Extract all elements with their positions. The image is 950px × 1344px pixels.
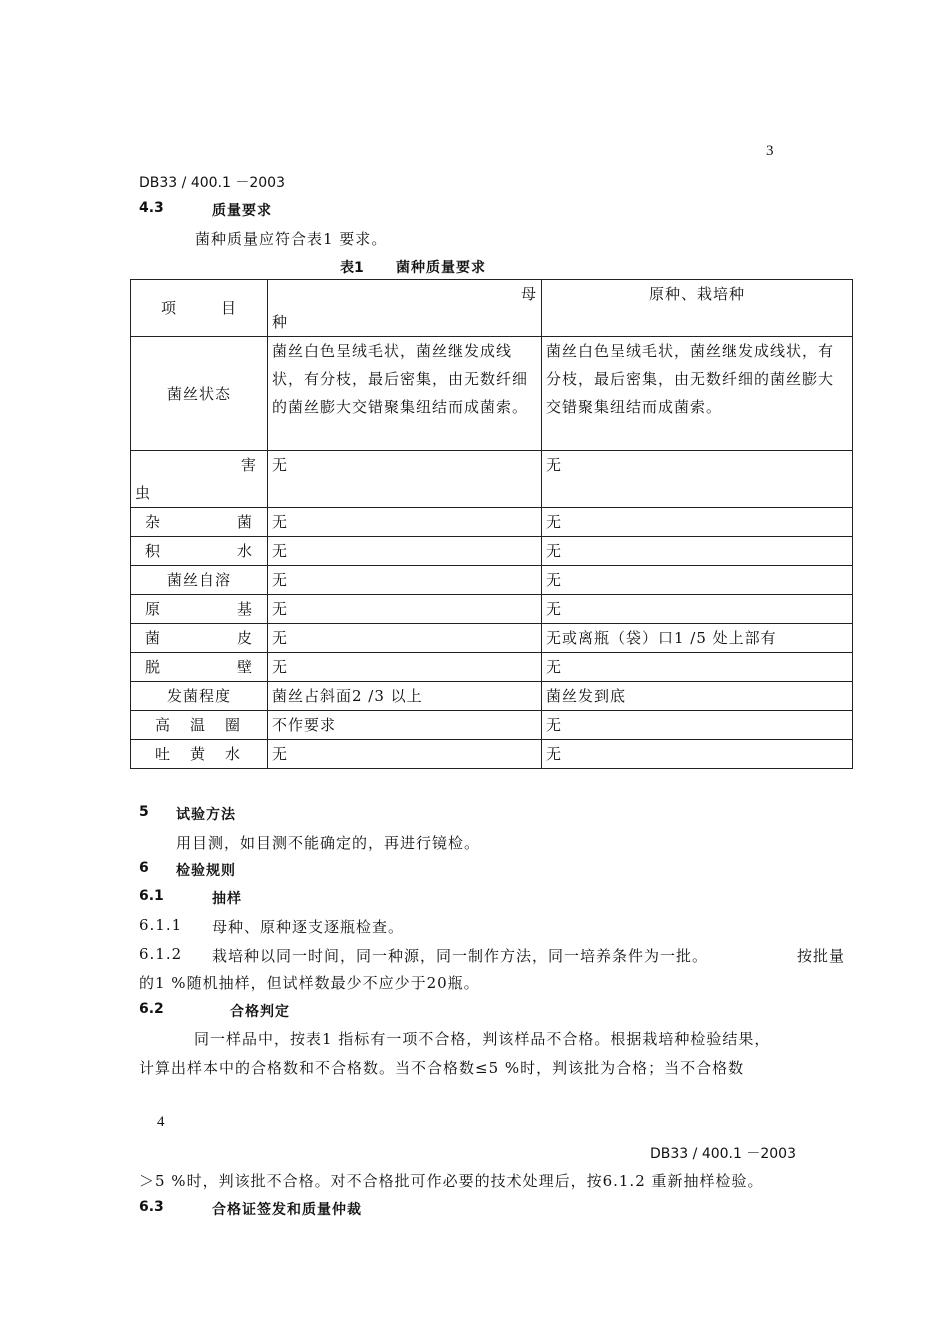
other-value: 菌丝白色呈绒毛状，菌丝继发成线状，有分枝，最后密集，由无数纤细的菌丝膨大交错聚集纽结而成菌索。 bbox=[546, 342, 835, 416]
other-value: 无 bbox=[546, 658, 563, 676]
mother-value: 无 bbox=[272, 745, 289, 763]
item-char: 水 bbox=[236, 542, 253, 560]
mother-cell bbox=[268, 537, 542, 566]
mother-value: 菌丝白色呈绒毛状，菌丝继发成线状，有分枝，最后密集，由无数纤细的菌丝膨大交错聚集纽结而成菌索。 bbox=[272, 342, 529, 416]
item-char: 水 bbox=[224, 745, 241, 763]
header-item-cell bbox=[131, 280, 268, 337]
other-cell bbox=[542, 451, 853, 508]
table-row bbox=[131, 624, 853, 653]
section-number: 5 bbox=[139, 804, 149, 820]
item-char: 原 bbox=[145, 600, 162, 618]
other-cell bbox=[542, 740, 853, 769]
mother-value: 无 bbox=[272, 542, 289, 560]
mother-value: 无 bbox=[272, 456, 289, 474]
table-row bbox=[131, 740, 853, 769]
page-number: 3 bbox=[766, 143, 774, 159]
other-cell bbox=[542, 653, 853, 682]
other-cell bbox=[542, 682, 853, 711]
item-char: 虫 bbox=[135, 484, 152, 502]
table-row bbox=[131, 508, 853, 537]
mother-value: 无 bbox=[272, 571, 289, 589]
item-char: 菌 bbox=[236, 513, 253, 531]
other-value: 无 bbox=[546, 716, 563, 734]
header-mother-char: 母 bbox=[520, 285, 537, 303]
other-cell bbox=[542, 537, 853, 566]
header-mother-cell bbox=[268, 280, 542, 337]
paragraph: 按批量 bbox=[797, 947, 846, 965]
table-row bbox=[131, 653, 853, 682]
item-char: 高 bbox=[155, 716, 172, 734]
item-char: 温 bbox=[189, 716, 206, 734]
paragraph: 母种、原种逐支逐瓶检查。 bbox=[212, 918, 405, 936]
table-row bbox=[131, 711, 853, 740]
item-label: 菌丝自溶 bbox=[166, 571, 231, 589]
other-value: 无 bbox=[546, 456, 563, 474]
item-cell bbox=[131, 624, 268, 653]
mother-value: 无 bbox=[272, 513, 289, 531]
item-cell bbox=[131, 566, 268, 595]
table-row bbox=[131, 451, 853, 508]
mother-cell bbox=[268, 682, 542, 711]
mother-value: 菌丝占斜面2 /3 以上 bbox=[272, 687, 423, 705]
table-row bbox=[131, 337, 853, 451]
other-value: 无 bbox=[546, 600, 563, 618]
mother-cell bbox=[268, 566, 542, 595]
item-char: 吐 bbox=[155, 745, 172, 763]
item-char: 积 bbox=[145, 542, 162, 560]
header-item-char: 项 bbox=[161, 299, 178, 317]
other-cell bbox=[542, 711, 853, 740]
header-mother-char: 种 bbox=[272, 313, 289, 331]
item-char: 壁 bbox=[236, 658, 253, 676]
section-title: 试验方法 bbox=[176, 807, 236, 823]
header-other-cell bbox=[542, 280, 853, 337]
mother-value: 无 bbox=[272, 629, 289, 647]
section-number: 6.1 bbox=[139, 888, 164, 904]
section-title: 合格判定 bbox=[230, 1004, 290, 1020]
item-cell bbox=[131, 508, 268, 537]
paragraph: 同一样品中，按表1 指标有一项不合格，判该样品不合格。根据栽培种检验结果， bbox=[194, 1030, 771, 1048]
table-header-row bbox=[131, 280, 853, 337]
item-cell bbox=[131, 537, 268, 566]
paragraph: ＞5 %时，判该批不合格。对不合格批可作必要的技术处理后，按6.1.2 重新抽样检验。 bbox=[139, 1172, 764, 1190]
item-label: 菌丝状态 bbox=[166, 384, 231, 403]
paragraph: 计算出样本中的合格数和不合格数。当不合格数≤5 %时，判该批为合格；当不合格数 bbox=[139, 1059, 745, 1077]
other-cell bbox=[542, 624, 853, 653]
standard-code: DB33 / 400.1 －2003 bbox=[650, 1146, 796, 1162]
mother-cell bbox=[268, 740, 542, 769]
item-char: 基 bbox=[236, 600, 253, 618]
mother-cell bbox=[268, 624, 542, 653]
mother-value: 无 bbox=[272, 600, 289, 618]
item-cell bbox=[131, 682, 268, 711]
standard-code: DB33 / 400.1 －2003 bbox=[139, 175, 285, 191]
other-value: 无或离瓶（袋）口1 /5 处上部有 bbox=[546, 629, 777, 647]
other-cell bbox=[542, 508, 853, 537]
item-cell bbox=[131, 653, 268, 682]
header-item-char: 目 bbox=[220, 299, 237, 317]
item-char: 害 bbox=[240, 456, 257, 474]
section-title: 检验规则 bbox=[176, 863, 236, 879]
item-cell bbox=[131, 740, 268, 769]
paragraph: 菌种质量应符合表1 要求。 bbox=[195, 230, 388, 248]
table-row bbox=[131, 566, 853, 595]
item-cell bbox=[131, 337, 268, 451]
section-title: 质量要求 bbox=[212, 203, 272, 219]
other-value: 菌丝发到底 bbox=[546, 687, 627, 705]
clause-number: 6.1.1 bbox=[139, 916, 183, 934]
mother-cell bbox=[268, 508, 542, 537]
item-label: 发菌程度 bbox=[166, 687, 231, 705]
item-cell bbox=[131, 595, 268, 624]
item-char: 菌 bbox=[145, 629, 162, 647]
section-number: 6 bbox=[139, 860, 149, 876]
other-value: 无 bbox=[546, 571, 563, 589]
mother-cell bbox=[268, 595, 542, 624]
section-title: 抽样 bbox=[212, 891, 242, 907]
mother-value: 不作要求 bbox=[272, 716, 337, 734]
quality-table bbox=[130, 279, 853, 769]
mother-cell bbox=[268, 451, 542, 508]
item-char: 杂 bbox=[145, 513, 162, 531]
other-value: 无 bbox=[546, 513, 563, 531]
item-cell bbox=[131, 451, 268, 508]
table-row bbox=[131, 537, 853, 566]
other-value: 无 bbox=[546, 542, 563, 560]
section-number: 4.3 bbox=[139, 200, 164, 216]
mother-cell bbox=[268, 337, 542, 451]
paragraph: 的1 %随机抽样，但试样数最少不应少于20瓶。 bbox=[139, 974, 480, 992]
item-char: 皮 bbox=[236, 629, 253, 647]
header-other-label: 原种、栽培种 bbox=[648, 285, 745, 303]
item-char: 脱 bbox=[145, 658, 162, 676]
paragraph: 栽培种以同一时间，同一种源，同一制作方法，同一培养条件为一批。 bbox=[212, 947, 709, 965]
other-cell bbox=[542, 566, 853, 595]
section-title: 合格证签发和质量仲裁 bbox=[212, 1202, 362, 1218]
clause-number: 6.1.2 bbox=[139, 945, 183, 963]
item-char: 圈 bbox=[224, 716, 241, 734]
table-caption-title: 菌种质量要求 bbox=[396, 260, 486, 276]
paragraph: 用目测，如目测不能确定的，再进行镜检。 bbox=[176, 834, 481, 852]
item-char: 黄 bbox=[189, 745, 206, 763]
mother-value: 无 bbox=[272, 658, 289, 676]
section-number: 6.3 bbox=[139, 1199, 164, 1215]
mother-cell bbox=[268, 653, 542, 682]
table-row bbox=[131, 682, 853, 711]
section-number: 6.2 bbox=[139, 1001, 164, 1017]
page-number: 4 bbox=[157, 1114, 165, 1130]
table-row bbox=[131, 595, 853, 624]
other-cell bbox=[542, 337, 853, 451]
other-cell bbox=[542, 595, 853, 624]
other-value: 无 bbox=[546, 745, 563, 763]
mother-cell bbox=[268, 711, 542, 740]
item-cell bbox=[131, 711, 268, 740]
table-caption-number: 表1 bbox=[340, 260, 364, 276]
